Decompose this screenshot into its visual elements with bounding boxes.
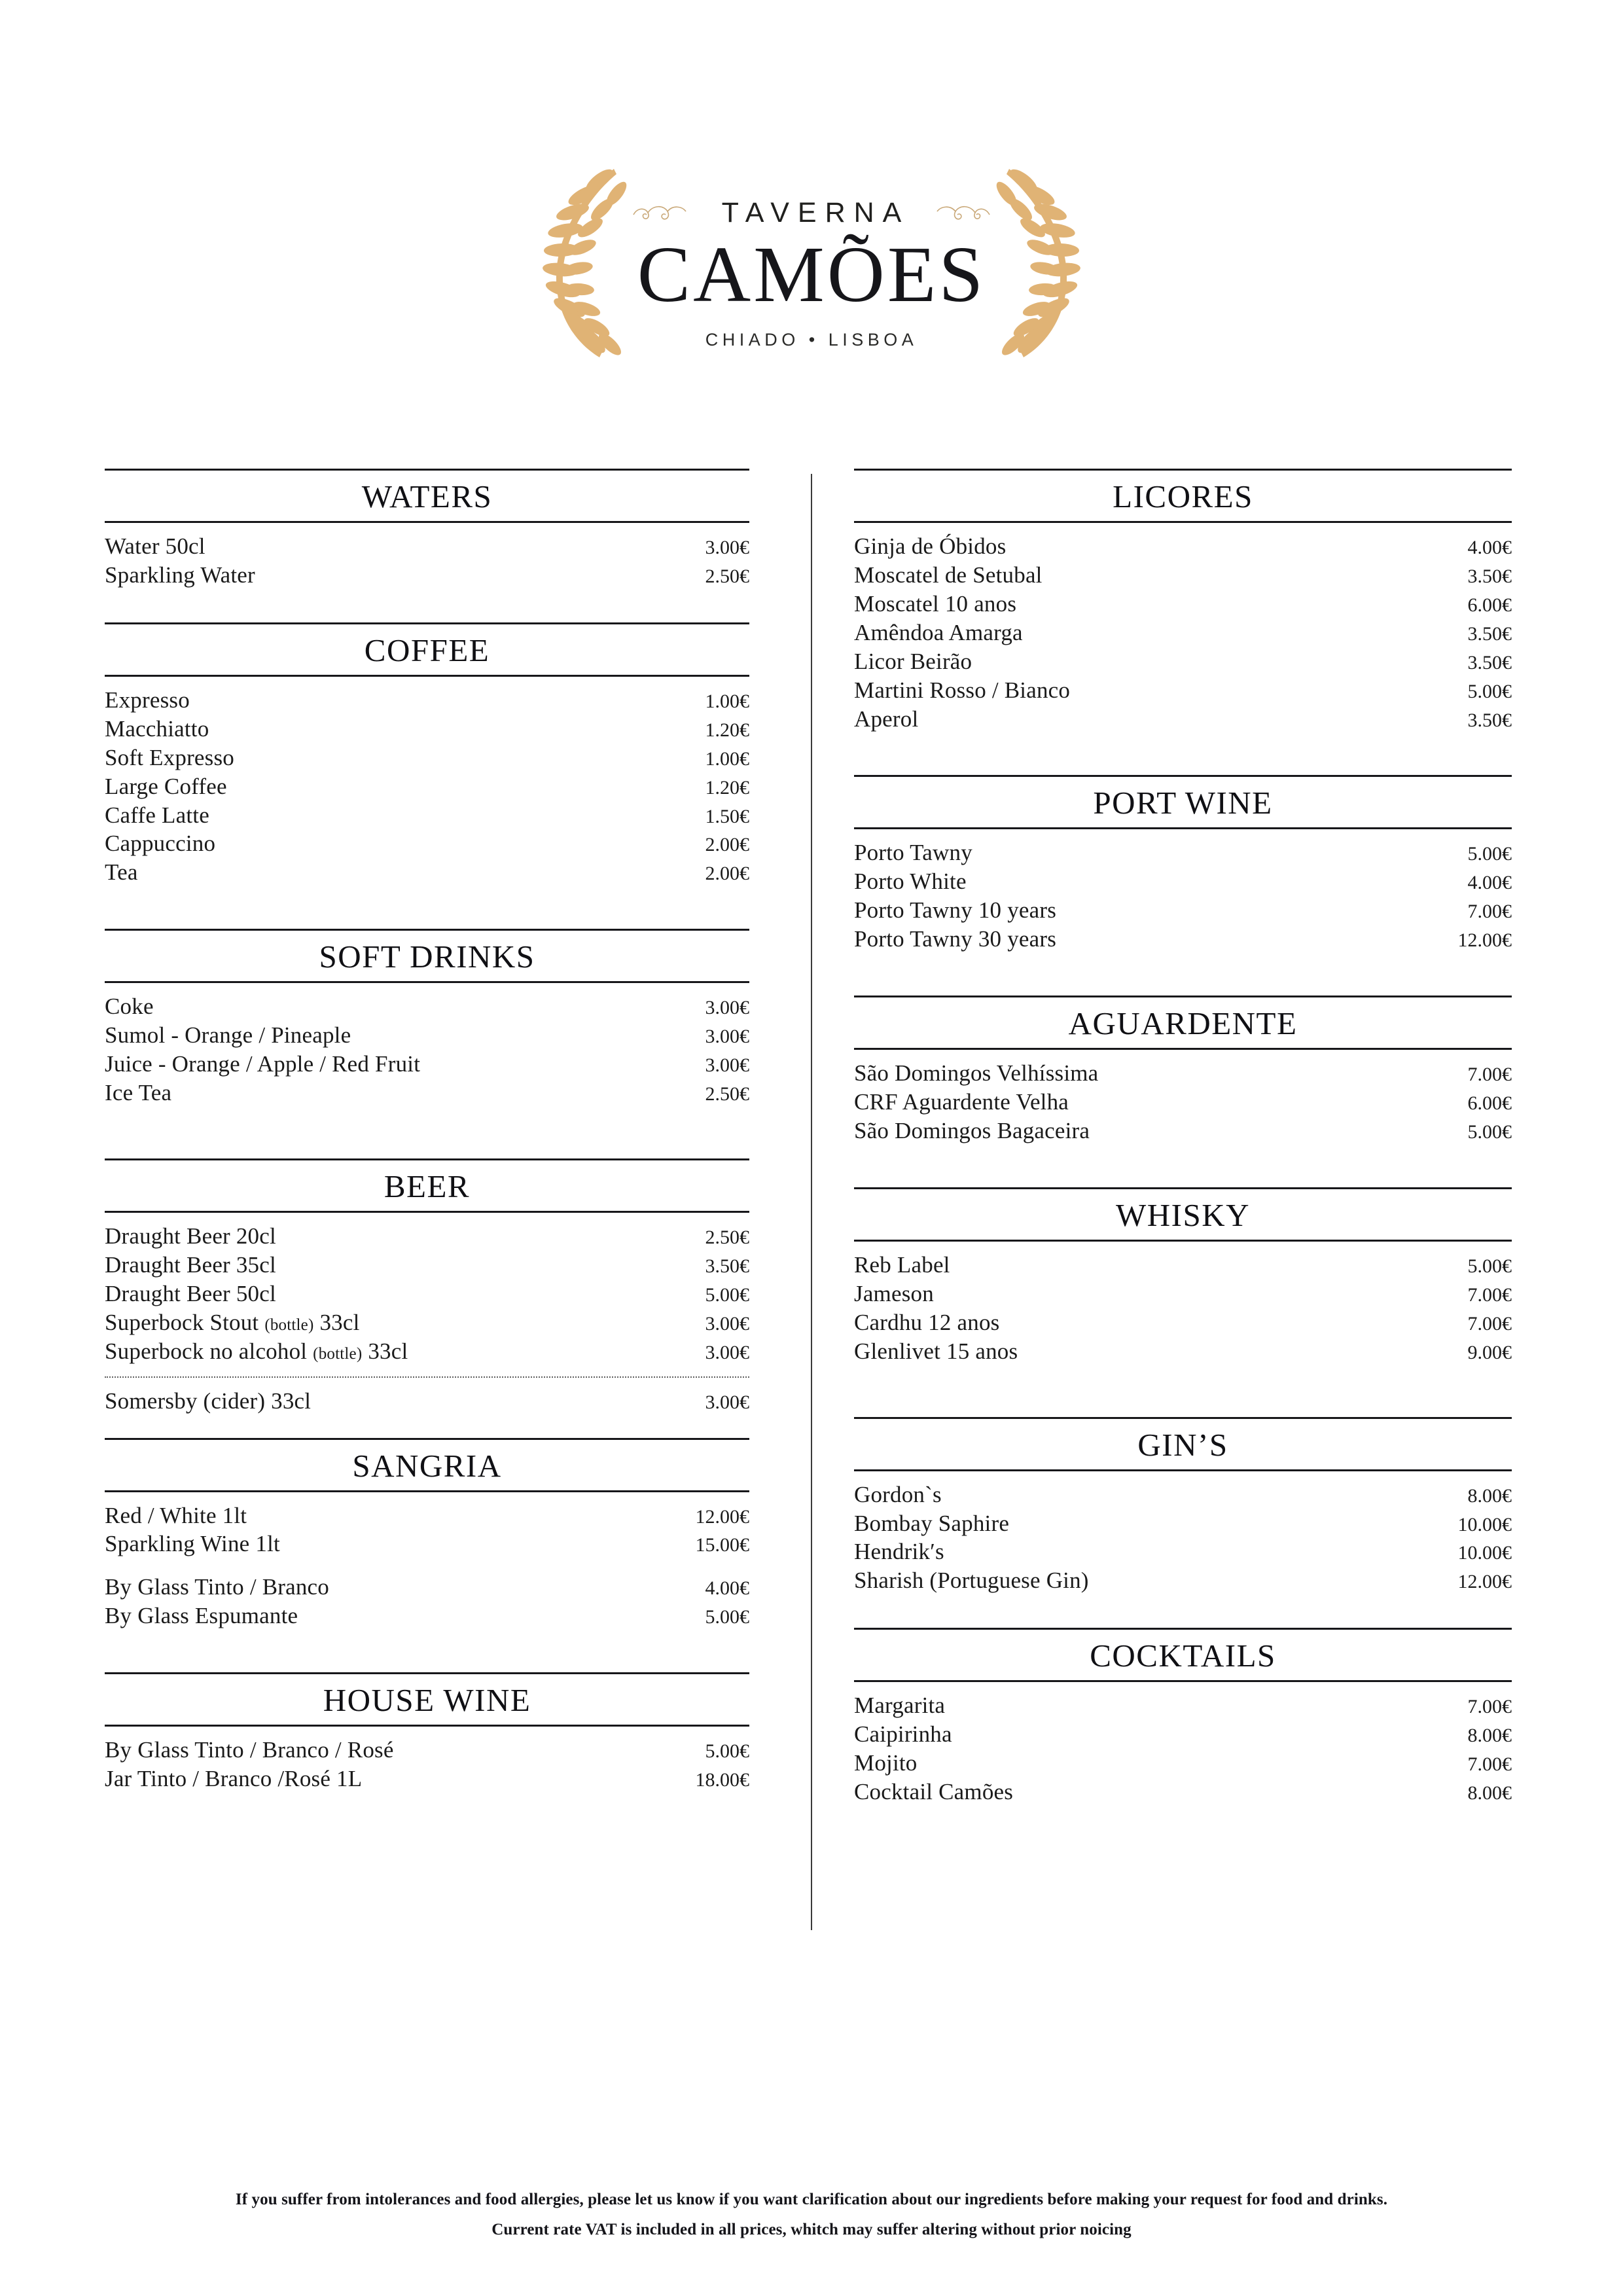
item-price: 12.00€ <box>1457 1571 1512 1593</box>
footer-disclaimer <box>0 2185 1623 2246</box>
item-price: 5.00€ <box>1467 680 1512 702</box>
menu-section-coffee <box>105 622 749 929</box>
item-name: Porto Tawny 30 years <box>854 926 1057 952</box>
item-name: Jameson <box>854 1280 934 1306</box>
item-note: (bottle) <box>264 1316 314 1334</box>
item-price: 7.00€ <box>1467 1064 1512 1086</box>
item-price: 5.00€ <box>1467 1255 1512 1277</box>
item-name-size: 33cl <box>319 1309 360 1335</box>
menu-item <box>854 619 1512 647</box>
item-price: 5.00€ <box>705 1740 749 1763</box>
item-name: Porto White <box>854 869 967 895</box>
item-price: 10.00€ <box>1457 1542 1512 1564</box>
menu-item <box>105 715 749 744</box>
section-title-sangria: SANGRIA <box>352 1447 502 1484</box>
vat-notice: Current rate VAT is included in all prices, whitch may suffer altering without prior noicing <box>491 2221 1132 2239</box>
menu-item <box>105 1308 749 1337</box>
menu-item <box>854 1720 1512 1749</box>
menu-item <box>105 1280 749 1308</box>
item-price: 7.00€ <box>1467 901 1512 923</box>
menu-item <box>105 1251 749 1280</box>
item-name: Soft Expresso <box>105 744 235 770</box>
item-price: 1.00€ <box>705 747 749 770</box>
menu-item <box>854 1251 1512 1280</box>
item-price: 1.00€ <box>705 690 749 712</box>
item-name: Coke <box>105 994 154 1020</box>
item-price: 18.00€ <box>695 1769 749 1791</box>
item-name: Ice Tea <box>105 1080 172 1106</box>
item-name: By Glass Espumante <box>105 1603 298 1629</box>
menu-item <box>854 705 1512 734</box>
menu-section-licores <box>854 469 1512 775</box>
menu-item <box>105 1021 749 1050</box>
item-name: Porto Tawny 10 years <box>854 897 1057 924</box>
menu-item <box>105 1222 749 1251</box>
item-name: Red / White 1lt <box>105 1502 247 1528</box>
item-price: 9.00€ <box>1467 1341 1512 1363</box>
menu-item <box>854 1749 1512 1778</box>
menu-item <box>854 1778 1512 1806</box>
flourish-right-icon <box>932 198 992 227</box>
column-divider <box>811 474 812 1930</box>
item-name: Licor Beirão <box>854 648 972 674</box>
menu-item <box>105 772 749 801</box>
item-price: 1.20€ <box>705 776 749 798</box>
item-name: Gordon`s <box>854 1481 942 1507</box>
menu-item <box>854 561 1512 590</box>
item-name: Bombay Saphire <box>854 1510 1010 1536</box>
item-name: Moscatel 10 anos <box>854 590 1017 617</box>
item-price: 4.00€ <box>705 1577 749 1600</box>
menu-item <box>105 1530 749 1558</box>
item-price: 2.00€ <box>705 834 749 856</box>
menu-column-left <box>105 469 749 1793</box>
item-price: 3.50€ <box>1467 651 1512 673</box>
item-price: 3.00€ <box>705 1054 749 1077</box>
section-title-port-wine: PORT WINE <box>1093 785 1273 821</box>
item-name: Cocktail Camões <box>854 1779 1014 1805</box>
menu-item <box>105 858 749 887</box>
menu-item <box>105 1337 749 1366</box>
item-name: Somersby (cider) 33cl <box>105 1388 312 1414</box>
menu-section-soft-drinks <box>105 929 749 1158</box>
section-title-gins: GIN’S <box>1137 1426 1228 1463</box>
section-title-waters: WATERS <box>361 478 493 514</box>
item-price: 3.50€ <box>1467 565 1512 587</box>
item-name: Water 50cl <box>105 533 205 559</box>
item-name: Moscatel de Setubal <box>854 562 1043 588</box>
item-price: 7.00€ <box>1467 1283 1512 1306</box>
menu-item <box>105 744 749 772</box>
item-name: Amêndoa Amarga <box>854 619 1023 645</box>
menu-item <box>105 1602 749 1630</box>
item-name: Hendrik′s <box>854 1539 944 1565</box>
menu-item <box>854 867 1512 896</box>
item-price: 8.00€ <box>1467 1484 1512 1507</box>
menu-item <box>854 1280 1512 1308</box>
item-name: Martini Rosso / Bianco <box>854 677 1071 703</box>
item-price: 3.00€ <box>705 1391 749 1413</box>
item-name: Aperol <box>854 706 919 732</box>
item-name: Expresso <box>105 687 190 713</box>
menu-item <box>105 1050 749 1079</box>
item-name <box>105 1308 360 1337</box>
item-name <box>105 1337 408 1366</box>
item-price: 1.50€ <box>705 805 749 827</box>
menu-item <box>854 1308 1512 1337</box>
item-price: 8.00€ <box>1467 1725 1512 1747</box>
item-name-main: Superbock Stout <box>105 1309 259 1335</box>
menu-item <box>854 1337 1512 1366</box>
item-price: 7.00€ <box>1467 1312 1512 1335</box>
section-title-soft-drinks: SOFT DRINKS <box>319 939 535 975</box>
item-price: 2.00€ <box>705 863 749 885</box>
menu-item <box>854 647 1512 676</box>
item-price: 4.00€ <box>1467 872 1512 894</box>
logo-header <box>0 164 1623 380</box>
item-name: Jar Tinto / Branco /Rosé 1L <box>105 1766 363 1792</box>
menu-item <box>854 1059 1512 1088</box>
section-title-house-wine: HOUSE WINE <box>323 1682 531 1719</box>
item-name: Cardhu 12 anos <box>854 1309 1000 1335</box>
item-name: Ginja de Óbidos <box>854 533 1007 559</box>
item-name: Sparkling Water <box>105 562 255 588</box>
section-title-aguardente: AGUARDENTE <box>1068 1005 1298 1042</box>
menu-section-aguardente <box>854 996 1512 1187</box>
menu-section-port-wine <box>854 775 1512 996</box>
item-price: 2.50€ <box>705 565 749 587</box>
item-name: Sharish (Portuguese Gin) <box>854 1568 1089 1594</box>
item-name: Glenlivet 15 anos <box>854 1338 1018 1364</box>
menu-item <box>105 992 749 1021</box>
item-price: 5.00€ <box>1467 1121 1512 1143</box>
item-name: Reb Label <box>854 1251 950 1278</box>
item-price: 7.00€ <box>1467 1753 1512 1776</box>
allergy-notice: If you suffer from intolerances and food allergies, please let us know if you want clarification about our ingredients before making your request for food and drinks. <box>235 2191 1388 2208</box>
item-name: Large Coffee <box>105 773 227 799</box>
menu-item <box>105 1573 749 1602</box>
item-name: Porto Tawny <box>854 840 972 866</box>
item-price: 10.00€ <box>1457 1513 1512 1535</box>
item-price: 2.50€ <box>705 1226 749 1248</box>
menu-section-waters <box>105 469 749 622</box>
menu-section-house-wine <box>105 1672 749 1793</box>
menu-item <box>105 801 749 830</box>
menu-section-cocktails <box>854 1628 1512 1806</box>
item-price: 4.00€ <box>1467 537 1512 558</box>
item-name: Caffe Latte <box>105 802 209 828</box>
menu-item <box>854 1117 1512 1145</box>
menu-item <box>105 829 749 858</box>
item-name-size: 33cl <box>368 1338 408 1364</box>
laurel-wreath-left-icon <box>537 164 635 360</box>
flourish-left-icon <box>631 198 691 227</box>
item-name: Sumol - Orange / Pineaple <box>105 1022 351 1049</box>
menu-item <box>854 676 1512 705</box>
menu-section-gins <box>854 1417 1512 1628</box>
section-title-whisky: WHISKY <box>1116 1196 1250 1233</box>
item-name: CRF Aguardente Velha <box>854 1089 1069 1115</box>
menu-item <box>105 1501 749 1530</box>
item-price: 3.00€ <box>705 1312 749 1335</box>
menu-item <box>105 686 749 715</box>
menu-item <box>105 561 749 590</box>
section-title-cocktails: COCKTAILS <box>1090 1638 1276 1674</box>
item-name: Juice - Orange / Apple / Red Fruit <box>105 1051 421 1077</box>
menu-item <box>105 1736 749 1765</box>
item-name: By Glass Tinto / Branco / Rosé <box>105 1737 394 1763</box>
item-price: 3.00€ <box>705 997 749 1019</box>
item-price: 7.00€ <box>1467 1696 1512 1718</box>
menu-item <box>854 1480 1512 1509</box>
menu-section-beer <box>105 1158 749 1438</box>
section-title-beer: BEER <box>383 1168 471 1204</box>
item-price: 3.50€ <box>1467 709 1512 731</box>
item-group-divider <box>105 1376 749 1378</box>
location-subtitle: CHIADO • LISBOA <box>705 330 918 350</box>
menu-columns <box>0 469 1623 2144</box>
item-price: 3.00€ <box>705 1341 749 1363</box>
item-name-main: Superbock no alcohol <box>105 1338 308 1364</box>
menu-item <box>854 1691 1512 1720</box>
menu-item <box>854 1566 1512 1595</box>
item-price: 12.00€ <box>695 1505 749 1528</box>
menu-item <box>854 925 1512 954</box>
menu-item <box>105 1079 749 1107</box>
brand-title: CAMÕES <box>637 230 986 319</box>
menu-item <box>854 532 1512 561</box>
menu-item <box>854 590 1512 619</box>
menu-item <box>854 1088 1512 1117</box>
item-price: 5.00€ <box>705 1606 749 1628</box>
menu-item <box>854 1537 1512 1566</box>
item-price: 3.00€ <box>705 1026 749 1048</box>
menu-item <box>105 1387 749 1416</box>
item-price: 1.20€ <box>705 719 749 741</box>
item-name: Draught Beer 35cl <box>105 1251 276 1278</box>
item-name: Draught Beer 50cl <box>105 1280 276 1306</box>
item-price: 8.00€ <box>1467 1782 1512 1804</box>
menu-column-right <box>854 469 1512 1806</box>
item-name: Macchiatto <box>105 715 209 742</box>
item-name: Mojito <box>854 1750 918 1776</box>
item-name: Margarita <box>854 1693 946 1719</box>
item-name: Cappuccino <box>105 831 216 857</box>
section-title-licores: LICORES <box>1113 478 1253 514</box>
taverna-label: TAVERNA <box>721 196 910 228</box>
item-name: São Domingos Velhíssima <box>854 1060 1099 1086</box>
menu-section-sangria <box>105 1438 749 1673</box>
menu-item <box>854 838 1512 867</box>
laurel-wreath-right-icon <box>988 164 1086 360</box>
item-name: Draught Beer 20cl <box>105 1223 276 1249</box>
item-price: 2.50€ <box>705 1083 749 1105</box>
menu-item <box>105 1765 749 1793</box>
menu-item <box>105 532 749 561</box>
item-price: 6.00€ <box>1467 594 1512 616</box>
item-name: By Glass Tinto / Branco <box>105 1574 329 1600</box>
item-name: Sparkling Wine 1lt <box>105 1531 280 1557</box>
menu-section-whisky <box>854 1187 1512 1417</box>
item-price: 6.00€ <box>1467 1092 1512 1115</box>
item-price: 12.00€ <box>1457 929 1512 952</box>
item-price: 5.00€ <box>705 1283 749 1306</box>
item-price: 3.50€ <box>1467 622 1512 645</box>
item-price: 5.00€ <box>1467 843 1512 865</box>
item-name: São Domingos Bagaceira <box>854 1117 1090 1143</box>
item-name: Tea <box>105 859 138 886</box>
item-price: 3.00€ <box>705 537 749 558</box>
item-name: Caipirinha <box>854 1721 952 1748</box>
item-note: (bottle) <box>313 1344 363 1363</box>
section-title-coffee: COFFEE <box>364 632 490 668</box>
item-price: 3.50€ <box>705 1255 749 1277</box>
item-price: 15.00€ <box>695 1534 749 1556</box>
menu-item <box>854 1509 1512 1538</box>
menu-item <box>854 896 1512 925</box>
